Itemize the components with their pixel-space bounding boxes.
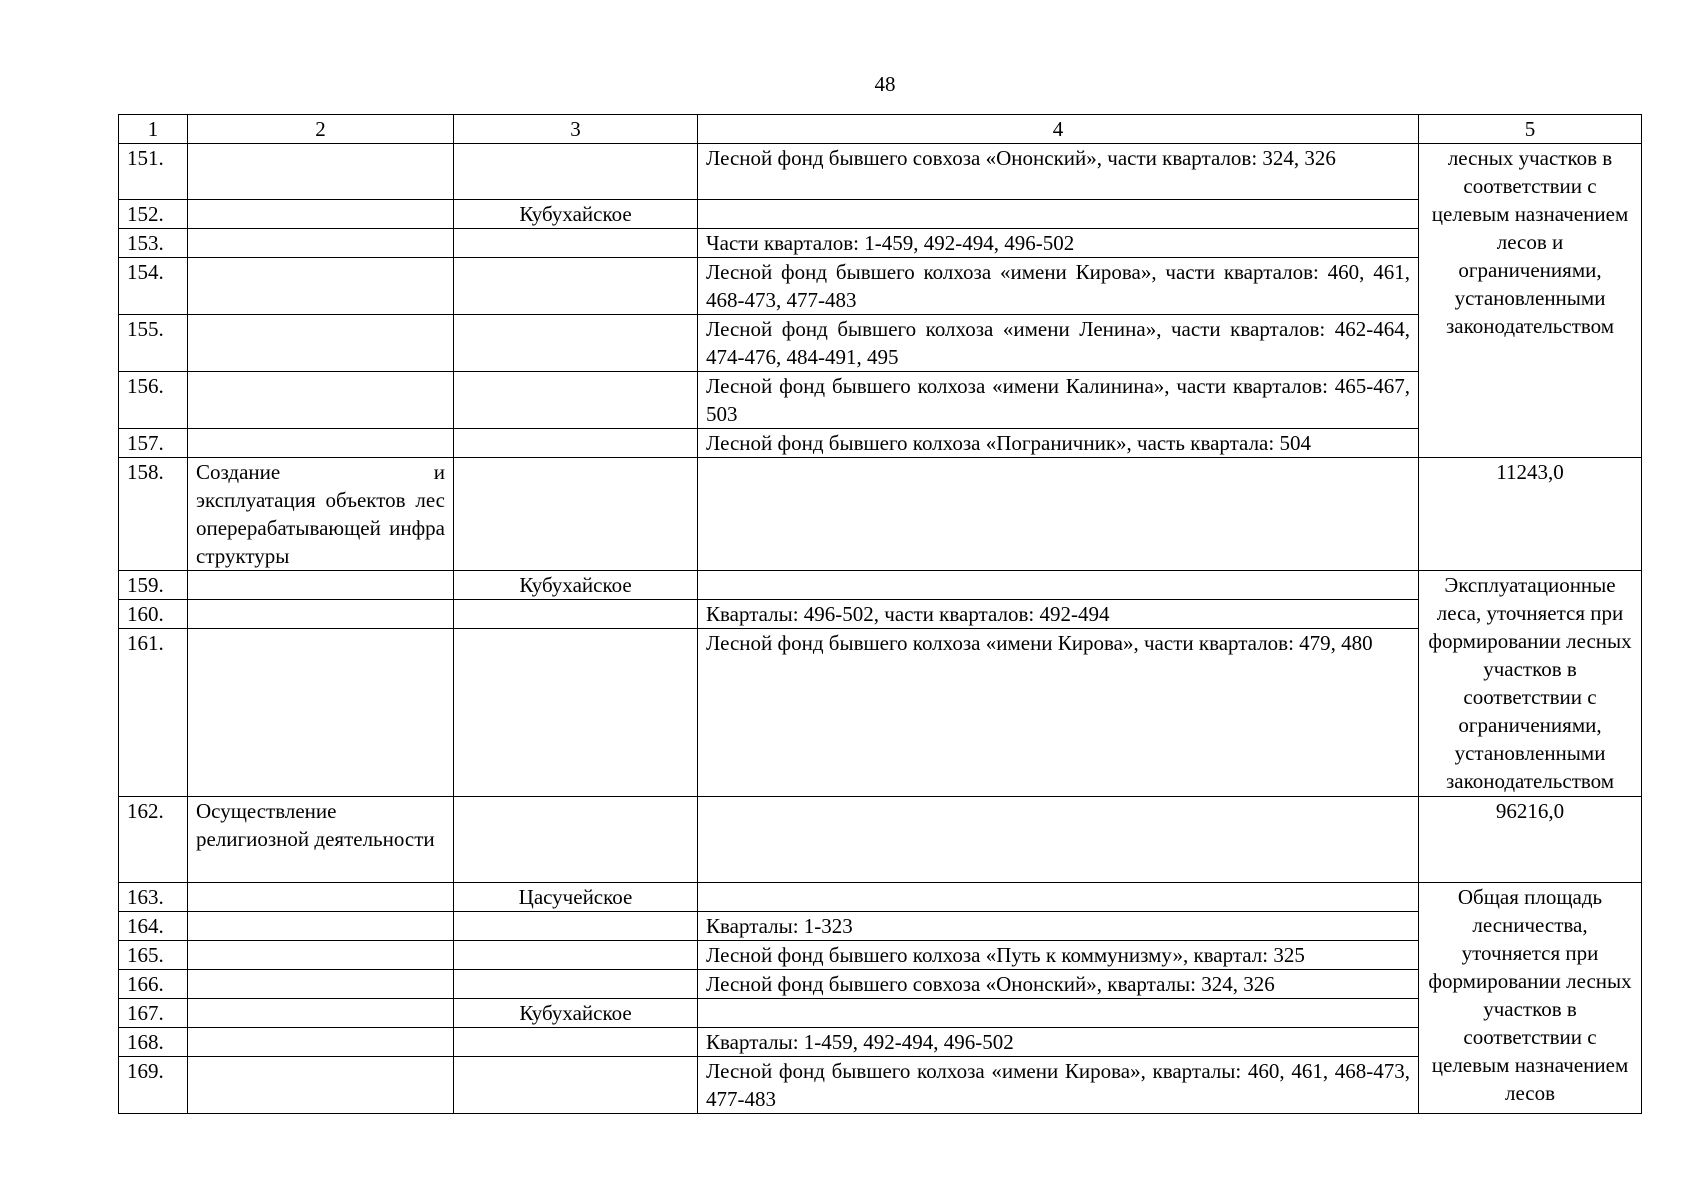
page-number: 48 <box>874 72 896 96</box>
quarters-cell <box>698 797 1419 883</box>
table-row-165 <box>119 941 1642 970</box>
row-number: 164. <box>119 912 188 941</box>
purpose-cell <box>188 941 454 970</box>
purpose-cell <box>188 600 454 629</box>
purpose-cell <box>188 258 454 315</box>
district-cell <box>454 941 698 970</box>
table-row-156 <box>119 372 1642 429</box>
table-row-162 <box>119 797 1642 883</box>
row-number: 151. <box>119 144 188 200</box>
district-cell <box>454 372 698 429</box>
quarters-cell: Лесной фонд бывшего колхоза «Путь к коммунизму», квартал: 325 <box>698 941 1419 970</box>
table-row-161 <box>119 629 1642 797</box>
purpose-cell <box>188 912 454 941</box>
notes-cell-163-169: Общая площадь лесничества, уточняется при формировании лесных участков в соответствии с целевым назначением лесов <box>1419 883 1642 1114</box>
row-number: 154. <box>119 258 188 315</box>
district-cell <box>454 229 698 258</box>
district-cell <box>454 912 698 941</box>
table-row-169 <box>119 1057 1642 1114</box>
quarters-cell: Кварталы: 1-323 <box>698 912 1419 941</box>
purpose-cell <box>188 629 454 797</box>
quarters-cell <box>698 999 1419 1028</box>
district-cell <box>454 970 698 999</box>
district-cell: Кубухайское <box>454 999 698 1028</box>
table-row-153 <box>119 229 1642 258</box>
area-cell: 11243,0 <box>1419 458 1642 571</box>
table-row-152 <box>119 200 1642 229</box>
purpose-cell <box>188 429 454 458</box>
purpose-cell <box>188 883 454 912</box>
quarters-cell: Лесной фонд бывшего колхоза «имени Кирова», части кварталов: 460, 461, 468-473, 477-483 <box>698 258 1419 315</box>
quarters-cell: Лесной фонд бывшего колхоза «имени Ленина», части кварталов: 462-464, 474-476, 484-491, 495 <box>698 315 1419 372</box>
quarters-cell <box>698 883 1419 912</box>
purpose-cell <box>188 458 454 571</box>
row-number: 166. <box>119 970 188 999</box>
district-cell <box>454 797 698 883</box>
row-number: 168. <box>119 1028 188 1057</box>
quarters-cell <box>698 571 1419 600</box>
purpose-cell <box>188 229 454 258</box>
district-cell: Кубухайское <box>454 200 698 229</box>
row-number: 159. <box>119 571 188 600</box>
header-col-5: 5 <box>1419 115 1642 144</box>
table-row-160 <box>119 600 1642 629</box>
purpose-cell <box>188 1057 454 1114</box>
table-row-154 <box>119 258 1642 315</box>
table-header-row <box>119 115 1642 144</box>
district-cell <box>454 258 698 315</box>
row-number: 160. <box>119 600 188 629</box>
purpose-cell <box>188 1028 454 1057</box>
purpose-cell <box>188 315 454 372</box>
quarters-cell: Кварталы: 496-502, части кварталов: 492-494 <box>698 600 1419 629</box>
district-cell <box>454 429 698 458</box>
table-row-164 <box>119 912 1642 941</box>
purpose-cell <box>188 571 454 600</box>
quarters-cell: Лесной фонд бывшего колхоза «имени Калинина», части кварталов: 465-467, 503 <box>698 372 1419 429</box>
table-row-158 <box>119 458 1642 571</box>
table-row-168 <box>119 1028 1642 1057</box>
district-cell <box>454 458 698 571</box>
district-cell <box>454 144 698 200</box>
purpose-cell <box>188 144 454 200</box>
table-row-166 <box>119 970 1642 999</box>
quarters-cell: Лесной фонд бывшего совхоза «Ононский», части кварталов: 324, 326 <box>698 144 1419 200</box>
purpose-word-1: Создание <box>196 460 281 484</box>
header-col-4: 4 <box>698 115 1419 144</box>
quarters-cell: Лесной фонд бывшего колхоза «имени Кирова», кварталы: 460, 461, 468-473, 477-483 <box>698 1057 1419 1114</box>
purpose-rest: эксплуатация объектов лесоперерабатывающей инфраструктуры <box>196 488 445 568</box>
table-row-163 <box>119 883 1642 912</box>
district-cell: Цасучейское <box>454 883 698 912</box>
row-number: 156. <box>119 372 188 429</box>
row-number: 167. <box>119 999 188 1028</box>
purpose-word-2: и <box>433 460 445 484</box>
quarters-cell: Лесной фонд бывшего колхоза «Пограничник», часть квартала: 504 <box>698 429 1419 458</box>
quarters-cell <box>698 458 1419 571</box>
quarters-cell: Лесной фонд бывшего совхоза «Ононский», кварталы: 324, 326 <box>698 970 1419 999</box>
row-number: 158. <box>119 458 188 571</box>
purpose-cell <box>188 372 454 429</box>
quarters-cell <box>698 200 1419 229</box>
row-number: 169. <box>119 1057 188 1114</box>
forest-table <box>118 114 1642 1114</box>
row-number: 157. <box>119 429 188 458</box>
purpose-cell <box>188 970 454 999</box>
table-row-155 <box>119 315 1642 372</box>
table-row-151 <box>119 144 1642 200</box>
row-number: 165. <box>119 941 188 970</box>
row-number: 152. <box>119 200 188 229</box>
district-cell <box>454 315 698 372</box>
district-cell <box>454 1028 698 1057</box>
row-number: 161. <box>119 629 188 797</box>
table-row-167 <box>119 999 1642 1028</box>
row-number: 163. <box>119 883 188 912</box>
row-number: 162. <box>119 797 188 883</box>
quarters-cell: Лесной фонд бывшего колхоза «имени Кирова», части кварталов: 479, 480 <box>698 629 1419 797</box>
table-row-157 <box>119 429 1642 458</box>
row-number: 155. <box>119 315 188 372</box>
district-cell <box>454 629 698 797</box>
header-col-1: 1 <box>119 115 188 144</box>
header-col-2: 2 <box>188 115 454 144</box>
table-row-159 <box>119 571 1642 600</box>
district-cell <box>454 600 698 629</box>
district-cell <box>454 1057 698 1114</box>
quarters-cell: Части кварталов: 1-459, 492-494, 496-502 <box>698 229 1419 258</box>
notes-cell-159-161: Эксплуатационные леса, уточняется при формировании лесных участков в соответствии с ограничениями, установленными законодательством <box>1419 571 1642 797</box>
purpose-cell <box>188 999 454 1028</box>
purpose-cell: Осуществление религиозной деятельности <box>188 797 454 883</box>
row-number: 153. <box>119 229 188 258</box>
notes-cell-151-157: лесных участков в соответствии с целевым назначением лесов и ограничениями, установленными законодательством <box>1419 144 1642 458</box>
district-cell: Кубухайское <box>454 571 698 600</box>
quarters-cell: Кварталы: 1-459, 492-494, 496-502 <box>698 1028 1419 1057</box>
purpose-cell <box>188 200 454 229</box>
header-col-3: 3 <box>454 115 698 144</box>
area-cell: 96216,0 <box>1419 797 1642 883</box>
